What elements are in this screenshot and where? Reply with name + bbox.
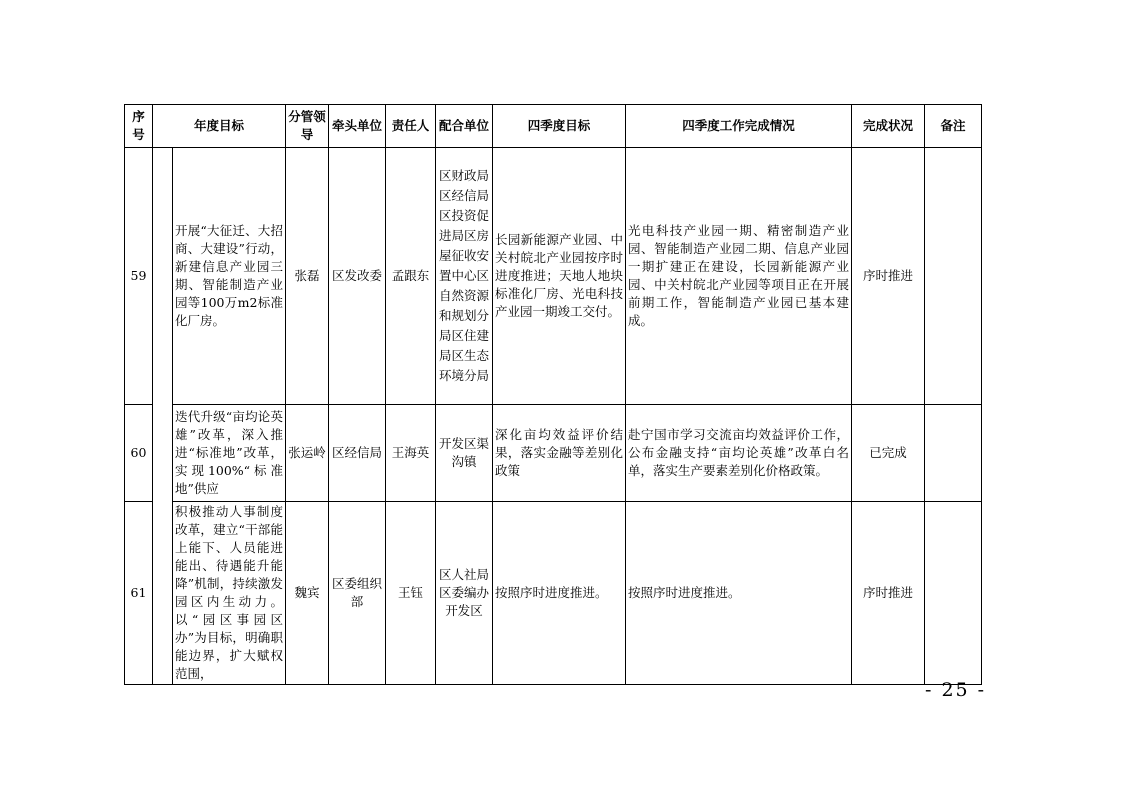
row-coop: 区财政局区经信局区投资促进局区房屋征收安置中心区自然资源和规划分局区住建局区生态环境分局 <box>436 148 493 405</box>
page-number: - 25 - <box>925 679 987 701</box>
table-row <box>125 405 982 502</box>
row-q4-goal: 按照序时进度推进。 <box>493 502 626 685</box>
work-target-table <box>124 104 982 685</box>
row-q4-status: 按照序时进度推进。 <box>626 502 852 685</box>
row-goal: 迭代升级“亩均论英雄”改革，深入推进“标准地”改革，实现100%“标准地”供应 <box>173 405 286 502</box>
row-seq: 60 <box>125 405 153 502</box>
header-coop: 配合单位 <box>436 105 493 148</box>
table-row <box>125 148 982 405</box>
header-lead-unit: 牵头单位 <box>329 105 386 148</box>
row-completion: 已完成 <box>852 405 925 502</box>
row-leader: 张运岭 <box>286 405 329 502</box>
row-q4-status: 赴宁国市学习交流亩均效益评价工作，公布金融支持“亩均论英雄”改革白名单，落实生产要素差别化价格政策。 <box>626 405 852 502</box>
row-lead-unit: 区发改委 <box>329 148 386 405</box>
row-lead-unit: 区经信局 <box>329 405 386 502</box>
header-q4-status: 四季度工作完成情况 <box>626 105 852 148</box>
row-remark <box>925 502 982 685</box>
row-seq: 61 <box>125 502 153 685</box>
header-q4-goal: 四季度目标 <box>493 105 626 148</box>
header-remark: 备注 <box>925 105 982 148</box>
row-completion: 序时推进 <box>852 148 925 405</box>
row-seq: 59 <box>125 148 153 405</box>
header-completion: 完成状况 <box>852 105 925 148</box>
row-coop: 区人社局区委编办开发区 <box>436 502 493 685</box>
table-header-row <box>125 105 982 148</box>
row-lead-unit: 区委组织部 <box>329 502 386 685</box>
row-goal: 积极推动人事制度改革，建立“干部能上能下、人员能进能出、待遇能升能降”机制，持续激发园区内生动力。以“园区事园区办”为目标，明确职能边界，扩大赋权范围， <box>173 502 286 685</box>
row-leader: 张磊 <box>286 148 329 405</box>
row-remark <box>925 148 982 405</box>
header-leader: 分管领导 <box>286 105 329 148</box>
row-person: 王钰 <box>386 502 436 685</box>
table-row <box>125 502 982 685</box>
header-seq: 序号 <box>125 105 153 148</box>
row-q4-goal: 长园新能源产业园、中关村皖北产业园按序时进度推进；天地人地块标准化厂房、光电科技产业园一期竣工交付。 <box>493 148 626 405</box>
row-q4-status: 光电科技产业园一期、精密制造产业园、智能制造产业园二期、信息产业园一期扩建正在建设，长园新能源产业园、中关村皖北产业园等项目正在开展前期工作，智能制造产业园已基本建成。 <box>626 148 852 405</box>
row-goal: 开展“大征迁、大招商、大建设”行动，新建信息产业园三期、智能制造产业园等100万m2标准化厂房。 <box>173 148 286 405</box>
row-leader: 魏宾 <box>286 502 329 685</box>
header-goal: 年度目标 <box>153 105 286 148</box>
row-q4-goal: 深化亩均效益评价结果，落实金融等差别化政策 <box>493 405 626 502</box>
row-person: 孟跟东 <box>386 148 436 405</box>
row-completion: 序时推进 <box>852 502 925 685</box>
row-coop: 开发区渠沟镇 <box>436 405 493 502</box>
merged-category-cell <box>153 148 173 685</box>
row-remark <box>925 405 982 502</box>
row-person: 王海英 <box>386 405 436 502</box>
header-person: 责任人 <box>386 105 436 148</box>
